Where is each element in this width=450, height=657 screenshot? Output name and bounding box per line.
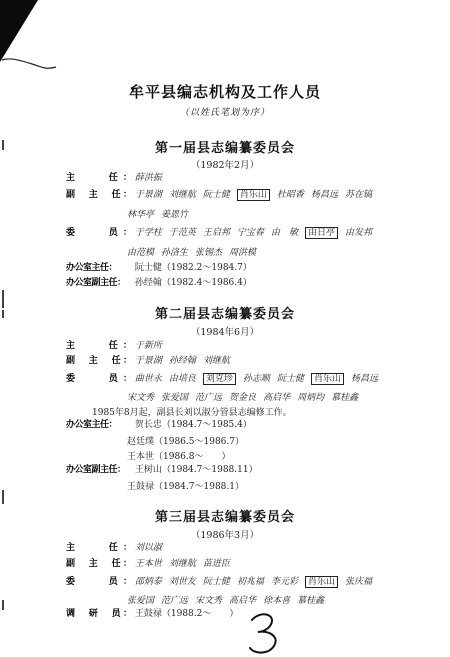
vice-director-label: 副 主 任： bbox=[66, 356, 132, 366]
office-vice-value: 王树山（1984.7～1988.11） bbox=[134, 465, 258, 475]
vice-director-names: 于景湖 刘继航 阮士健 肖乐山 杜昭香 杨昌远 苏在镐 bbox=[134, 190, 372, 200]
vice-director-names: 于景湖 孙经翰 刘继航 bbox=[134, 356, 230, 366]
vice-director-label: 副 主 任： bbox=[66, 559, 132, 569]
page-subtitle: （以姓氏笔划为序） bbox=[179, 108, 270, 118]
member-names-cont: 张爱国 范广远 宋文秀 高启华 徐本喜 慕桂鑫 bbox=[127, 596, 325, 606]
member-names-cont: 由范模 孙洛生 张锡杰 周洪模 bbox=[127, 248, 257, 258]
committee-1-office-row bbox=[66, 262, 252, 274]
committee-3-researcher-row bbox=[66, 608, 238, 620]
committee-2-note: 1985年8月起，副县长刘以淑分管县志编修工作。 bbox=[92, 408, 292, 418]
committee-1-title: 第一届县志编纂委员会 bbox=[154, 141, 295, 156]
committee-1-vice-row bbox=[66, 189, 379, 201]
committee-2-office-vice-row bbox=[66, 464, 258, 476]
office-director-value: 赵廷璞（1986.5～1986.7） bbox=[127, 437, 244, 447]
member-label: 委 员： bbox=[66, 374, 132, 384]
vice-director-label: 副 主 任： bbox=[66, 190, 132, 200]
researcher-label: 调 研 员： bbox=[66, 609, 132, 619]
member-names-cont: 宋文秀 张爱国 范广远 贺金良 高启华 周炳均 慕桂鑫 bbox=[127, 393, 359, 403]
director-names: 薛洪振 bbox=[134, 173, 162, 183]
office-director-value: 王本世（1986.8～ ） bbox=[127, 452, 231, 462]
member-label: 委 员： bbox=[66, 577, 132, 587]
member-names: 邵炳泰 刘世友 阮士健 初兆福 李元彩 肖乐山 张庆福 bbox=[134, 577, 372, 587]
office-vice-value: 王鼓禄（1984.7～1988.1） bbox=[127, 482, 244, 492]
committee-1-member-row bbox=[66, 227, 379, 239]
boxed-name: 肖乐山 bbox=[237, 189, 270, 201]
committee-3-member-row bbox=[66, 576, 379, 588]
member-names: 曲世永 由培良 刘克珍 孙志顺 阮士健 肖乐山 杨昌远 bbox=[134, 374, 378, 384]
committee-2-director-row bbox=[66, 340, 169, 352]
director-label: 主 任： bbox=[66, 543, 132, 553]
handwritten-page-number bbox=[246, 612, 286, 656]
page-title: 牟平县编志机构及工作人员 bbox=[128, 83, 321, 101]
committee-2-member-row bbox=[66, 373, 385, 385]
vice-director-names-cont: 林华亭 姜恩竹 bbox=[127, 210, 189, 220]
office-director-label: 办公室主任： bbox=[66, 263, 118, 273]
office-vice-label: 办公室副主任： bbox=[66, 465, 126, 475]
director-names: 刘以淑 bbox=[134, 543, 162, 553]
committee-3-date: （1986年3月） bbox=[190, 530, 260, 541]
committee-1-director-row bbox=[66, 172, 169, 184]
member-label: 委 员： bbox=[66, 228, 132, 238]
director-label: 主 任： bbox=[66, 173, 132, 183]
office-director-value: 贺长忠（1984.7～1985.4） bbox=[134, 420, 252, 430]
committee-3-director-row bbox=[66, 542, 169, 554]
vice-director-names: 王本世 刘继航 苗进臣 bbox=[134, 559, 230, 569]
director-label: 主 任： bbox=[66, 341, 132, 351]
committee-2-date: （1984年6月） bbox=[190, 327, 260, 338]
boxed-name: 肖乐山 bbox=[305, 576, 338, 588]
committee-2-vice-row bbox=[66, 355, 237, 367]
director-names: 于新所 bbox=[134, 341, 162, 351]
committee-2-title: 第二届县志编纂委员会 bbox=[154, 307, 295, 322]
office-director-value: 阮士健（1982.2～1984.7） bbox=[134, 263, 252, 273]
office-vice-label: 办公室副主任： bbox=[66, 278, 126, 288]
office-director-label: 办公室主任： bbox=[66, 420, 118, 430]
committee-1-date: （1982年2月） bbox=[190, 160, 260, 171]
boxed-name: 由日亭 bbox=[305, 227, 338, 239]
boxed-name: 刘克珍 bbox=[203, 373, 236, 385]
committee-3-vice-row bbox=[66, 558, 237, 570]
office-vice-value: 孙经翰（1982.4～1986.4） bbox=[134, 278, 252, 288]
pen-scratch-mark bbox=[0, 48, 60, 78]
boxed-name: 肖乐山 bbox=[311, 373, 344, 385]
member-names: 于学柱 于范英 王启邦 宁宝春 由 敏 由日亭 由发邦 bbox=[134, 228, 372, 238]
committee-2-office-row bbox=[66, 419, 252, 431]
committee-3-title: 第三届县志编纂委员会 bbox=[154, 510, 295, 525]
committee-1-office-vice-row bbox=[66, 277, 252, 289]
researcher-value: 王鼓禄（1988.2～ ） bbox=[134, 609, 239, 619]
